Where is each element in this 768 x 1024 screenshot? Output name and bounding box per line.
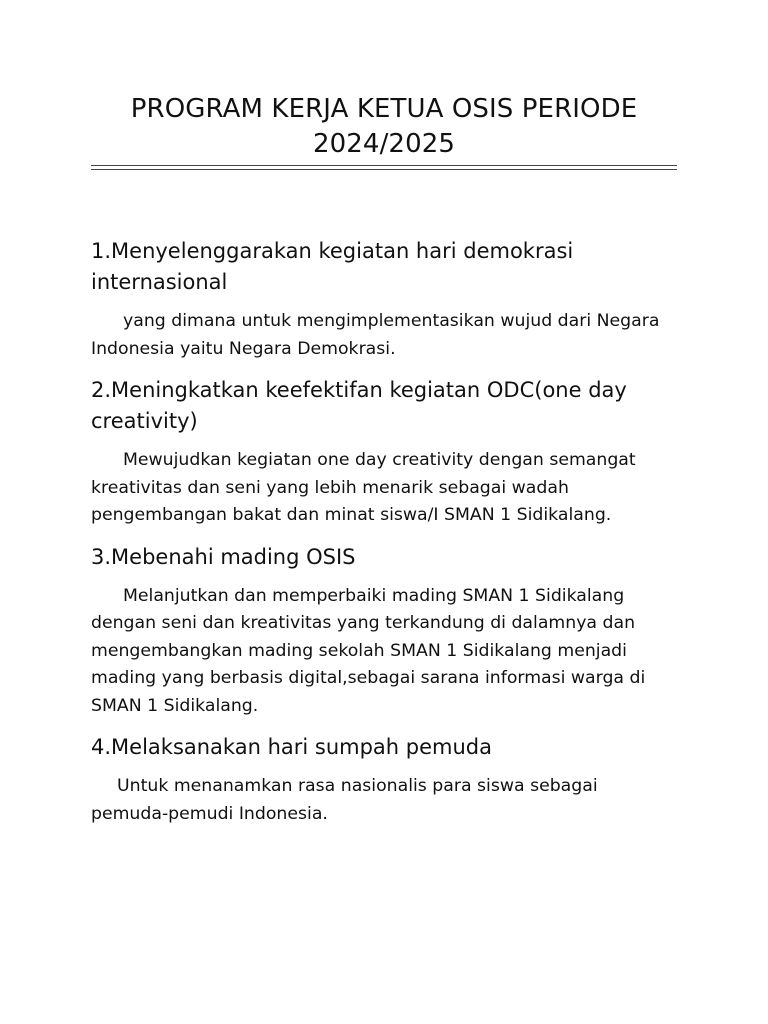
program-item-heading: 4.Melaksanakan hari sumpah pemuda [91,735,492,759]
program-list [91,236,678,840]
title-divider [91,165,677,170]
program-item-heading: 3.Mebenahi mading OSIS [91,544,356,569]
program-item-description: yang dimana untuk mengimplementasikan wujud dari Negara Indonesia yaitu Negara Demokrasi. [91,311,660,359]
program-item-heading: 2.Meningkatkan keefektifan kegiatan ODC(one day creativity) [91,378,627,433]
program-item-description: Melanjutkan dan memperbaiki mading SMAN 1 Sidikalang dengan seni dan kreativitas yang terkandung di dalamnya dan mengembangkan mading sekolah SMAN 1 Sidikalang menjadi mading yang berbasis digital,sebagai sarana informasi warga di SMAN 1 Sidikalang. [91,585,646,716]
program-item-description: Untuk menanamkan rasa nasionalis para siswa sebagai pemuda-pemudi Indonesia. [91,776,598,824]
title-line-1: PROGRAM KERJA KETUA OSIS PERIODE [130,94,638,124]
program-item [91,542,678,721]
document-title [91,92,677,162]
title-block [91,92,677,162]
program-item-description: Mewujudkan kegiatan one day creativity dengan semangat kreativitas dan seni yang lebih menarik sebagai wadah pengembangan bakat dan minat siswa/I SMAN 1 Sidikalang. [91,450,636,525]
program-item [91,236,678,363]
title-line-2: 2024/2025 [313,129,455,159]
program-item [91,732,678,828]
program-item-heading: 1.Menyelenggarakan kegiatan hari demokrasi internasional [91,239,574,294]
program-item [91,375,678,530]
